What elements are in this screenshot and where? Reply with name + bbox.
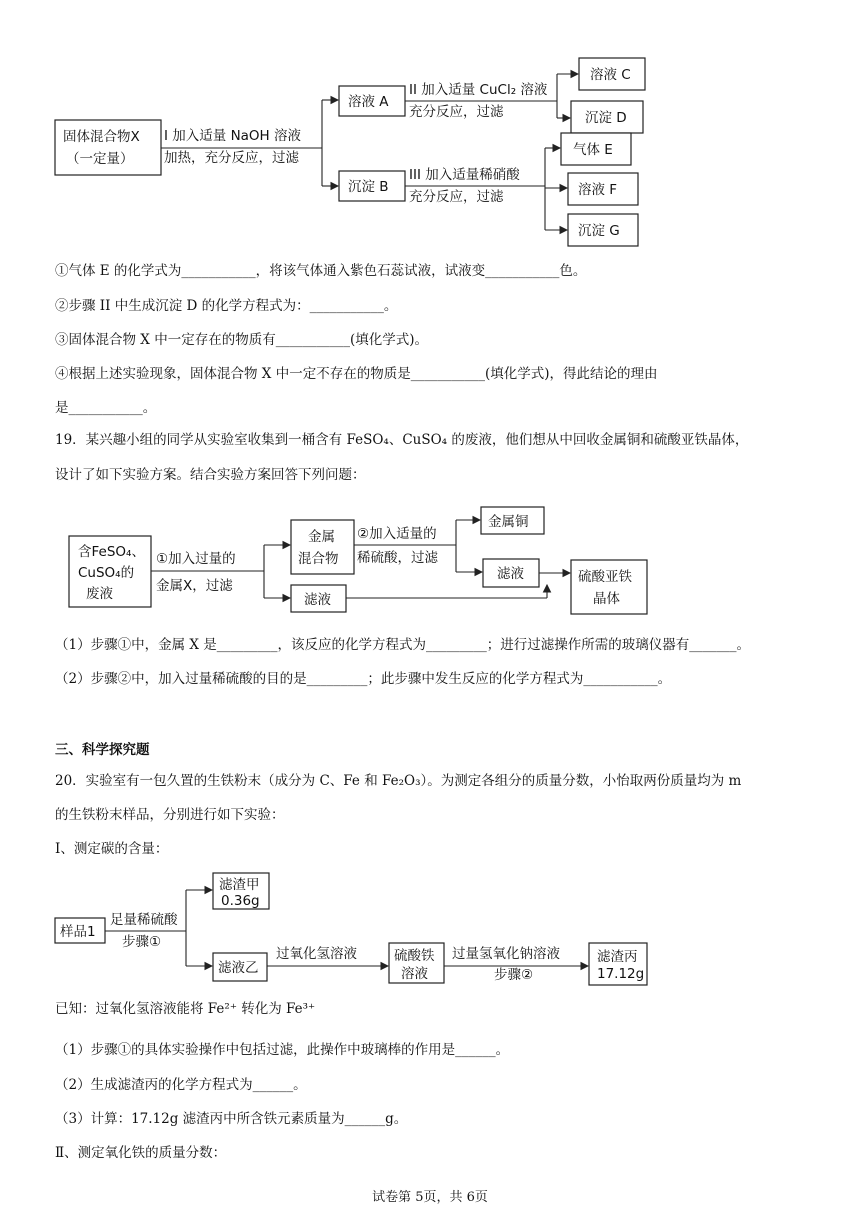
crystal-line1: 硫酸亚铁 [578,569,632,585]
step2-label-bottom: 充分反应，过滤 [409,104,504,120]
copper-label: 金属铜 [488,514,529,530]
naoh-top: 过量氢氧化钠溶液 [452,946,560,962]
mixture-line1: 金属 [308,529,335,545]
section-heading: 三、科学探究题 [55,742,150,758]
filtrate-yi-label: 滤液乙 [218,960,259,976]
crystal-line2: 晶体 [593,591,620,607]
naoh-bottom: 步骤② [494,967,534,983]
ferric-line1: 硫酸铁 [394,948,435,964]
filtrate-top-label: 滤液 [497,566,524,582]
acid-top: 足量稀硫酸 [110,912,178,928]
q19-intro-line2: 设计了如下实验方案。结合实验方案回答下列问题： [55,467,366,483]
solution-c-label: 溶液 C [590,67,631,83]
step2-label-top: II 加入适量 CuCl₂ 溶液 [409,82,548,98]
q20-sub-3: （3）计算：17.12g 滤渣丙中所含铁元素质量为______g。 [55,1111,408,1127]
diagram-1 [55,58,645,246]
q18-item-4b: 是___________。 [55,400,157,416]
d2-step2-top: ②加入适量的 [357,526,437,542]
part-2-title: Ⅱ、测定氧化铁的质量分数： [55,1145,227,1161]
q19-sub-2: （2）步骤②中，加入过量稀硫酸的目的是_________；此步骤中发生反应的化学方程式为___________。 [55,671,672,687]
step3-label-top: III 加入适量稀硝酸 [409,167,520,183]
waste-line2: CuSO₄的 [78,565,135,581]
solution-f-label: 溶液 F [578,182,618,198]
waste-line3: 废液 [86,586,113,602]
diagram-3 [55,873,647,985]
precipitate-d-label: 沉淀 D [585,110,627,126]
q20-sub-1: （1）步骤①的具体实验操作中包括过滤，此操作中玻璃棒的作用是______。 [55,1042,510,1058]
gas-e-label: 气体 E [573,142,613,158]
residue-jia-mass: 0.36g [221,893,260,909]
sample-1-label: 样品1 [60,924,96,940]
part-1-title: Ⅰ、测定碳的含量： [55,841,169,857]
d2-step1-top: ①加入过量的 [156,551,236,567]
solid-mixture-line2: （一定量） [66,151,134,167]
known-note: 已知：过氧化氢溶液能将 Fe²⁺ 转化为 Fe³⁺ [55,1001,316,1017]
page-footer: 试卷第 5页，共 6页 [372,1190,488,1205]
q20-intro-line1: 20．实验室有一包久置的生铁粉末（成分为 C、Fe 和 Fe₂O₃）。为测定各组分的质量分数，小怡取两份质量均为 m [55,773,742,789]
residue-jia-label: 滤渣甲 [219,877,260,893]
q18-item-1: ①气体 E 的化学式为___________，将该气体通入紫色石蕊试液，试液变___________色。 [55,263,587,279]
residue-bing-mass: 17.12g [597,966,645,982]
residue-bing-label: 滤渣丙 [597,949,638,965]
waste-line1: 含FeSO₄、 [78,544,145,560]
h2o2-label: 过氧化氢溶液 [276,946,357,962]
step3-label-bottom: 充分反应，过滤 [409,189,504,205]
q18-item-4a: ④根据上述实验现象，固体混合物 X 中一定不存在的物质是___________(填化学式)，得此结论的理由 [55,366,658,382]
q18-item-2: ②步骤 II 中生成沉淀 D 的化学方程式为：___________。 [55,298,398,314]
q20-sub-2: （2）生成滤渣丙的化学方程式为______。 [55,1077,307,1093]
acid-bottom: 步骤① [122,934,162,950]
q18-item-3: ③固体混合物 X 中一定存在的物质有___________(填化学式)。 [55,332,428,348]
ferric-line2: 溶液 [401,966,428,982]
q19-sub-1: （1）步骤①中，金属 X 是_________，该反应的化学方程式为_________；进行过滤操作所需的玻璃仪器有_______。 [55,637,751,653]
d2-step2-bottom: 稀硫酸，过滤 [357,550,438,566]
solution-a-label: 溶液 A [348,94,389,110]
solid-mixture-line1: 固体混合物X [63,129,140,145]
precipitate-b-label: 沉淀 B [348,179,389,195]
d2-step1-bottom: 金属X，过滤 [156,578,233,594]
q19-intro-line1: 19．某兴趣小组的同学从实验室收集到一桶含有 FeSO₄、CuSO₄ 的废液，他们想从中回收金属铜和硫酸亚铁晶体， [55,432,749,448]
filtrate-bottom-label: 滤液 [304,592,331,608]
step1-label-top: I 加入适量 NaOH 溶液 [164,128,302,144]
q20-intro-line2: 的生铁粉末样品，分别进行如下实验： [55,807,285,823]
precipitate-g-label: 沉淀 G [578,223,620,239]
mixture-line2: 混合物 [298,551,339,567]
step1-label-bottom: 加热，充分反应，过滤 [164,150,299,166]
diagram-2 [69,507,647,614]
